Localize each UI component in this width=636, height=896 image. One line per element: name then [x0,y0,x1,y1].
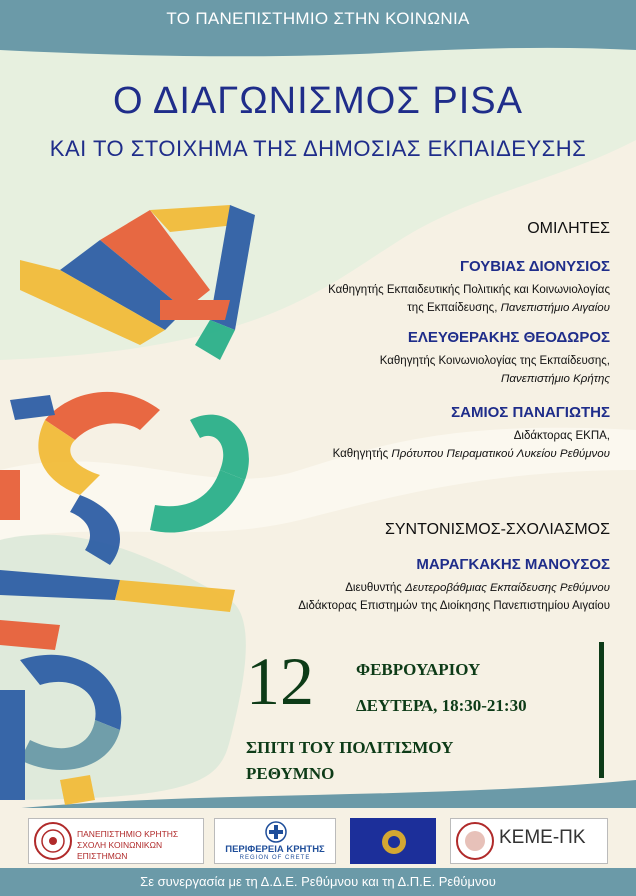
event-month: ΦΕΒΡΟΥΑΡΙΟΥ [356,660,481,679]
region-line2: REGION OF CRETE [239,855,311,861]
event-day: 12 [246,643,314,719]
footer-text: Σε συνεργασία με τη Δ.Δ.Ε. Ρεθύμνου και τη Δ.Π.Ε. Ρεθύμνου [140,874,496,889]
speakers-heading: ΟΜΙΛΗΤΕΣ [527,220,610,237]
page-subtitle: ΚΑΙ ΤΟ ΣΤΟΙΧΗΜΑ ΤΗΣ ΔΗΜΟΣΙΑΣ ΕΚΠΑΙΔΕΥΣΗΣ [49,136,587,161]
uoc-line2: ΣΧΟΛΗ ΚΟΙΝΩΝΙΚΩΝ ΕΠΙΣΤΗΜΩΝ [77,840,163,861]
seal-icon [379,827,409,857]
page-title: Ο ΔΙΑΓΩΝΙΣΜΟΣ PISA [113,80,523,122]
top-banner: ΤΟ ΠΑΝΕΠΙΣΤΗΜΙΟ ΣΤΗΝ ΚΟΙΝΩΝΙΑ [166,9,470,28]
moderator-name: ΜΑΡΑΓΚΑΚΗΣ ΜΑΝΟΥΣΟΣ [416,556,610,573]
event-venue: ΣΠΙΤΙ ΤΟΥ ΠΟΛΙΤΙΣΜΟΥ [246,738,454,757]
emblem-icon [265,821,287,843]
uoc-logo [28,818,204,864]
keme-name: ΚΕΜΕ-ΠΚ [499,827,586,848]
speaker-1-name: ΓΟΥΒΙΑΣ ΔΙΟΝΥΣΙΟΣ [459,258,610,275]
region-crete-logo [214,818,336,864]
uoc-line1: ΠΑΝΕΠΙΣΤΗΜΙΟ ΚΡΗΤΗΣ [77,829,179,839]
divider-line [599,642,604,778]
speaker-3-title: Διδάκτορας ΕΚΠΑ, Καθηγητής Πρότυπου Πειραματικού Λυκείου Ρεθύμνου [332,430,610,460]
keme-logo [450,818,608,864]
speaker-2-title: Καθηγητής Κοινωνιολογίας της Εκπαίδευσης, Πανεπιστήμιο Κρήτης [379,355,610,385]
municipality-logo [350,818,436,864]
speaker-1-title: Καθηγητής Εκπαιδευτικής Πολιτικής και Κοινωνιολογίας της Εκπαίδευσης, Πανεπιστήμιο Αιγαίου [328,284,610,314]
keme-seal-icon [455,821,495,861]
moderator-title: Διευθυντής Δευτεροβάθμιας Εκπαίδευσης Ρεθύμνου Διδάκτορας Επιστημών της Διοίκησης Πανεπιστημίου Αιγαίου [298,582,610,612]
uoc-seal-icon [33,821,73,861]
event-city: ΡΕΘΥΜΝΟ [246,764,335,783]
speaker-2-name: ΕΛΕΥΘΕΡΑΚΗΣ ΘΕΟΔΩΡΟΣ [407,329,610,346]
region-line1: ΠΕΡΙΦΕΡΕΙΑ ΚΡΗΤΗΣ [225,844,325,855]
speaker-3-name: ΣΑΜΙΟΣ ΠΑΝΑΓΙΩΤΗΣ [451,404,610,421]
moderator-heading: ΣΥΝΤΟΝΙΣΜΟΣ-ΣΧΟΛΙΑΣΜΟΣ [384,521,610,538]
event-weekday-time: ΔΕΥΤΕΡΑ, 18:30-21:30 [356,696,527,715]
